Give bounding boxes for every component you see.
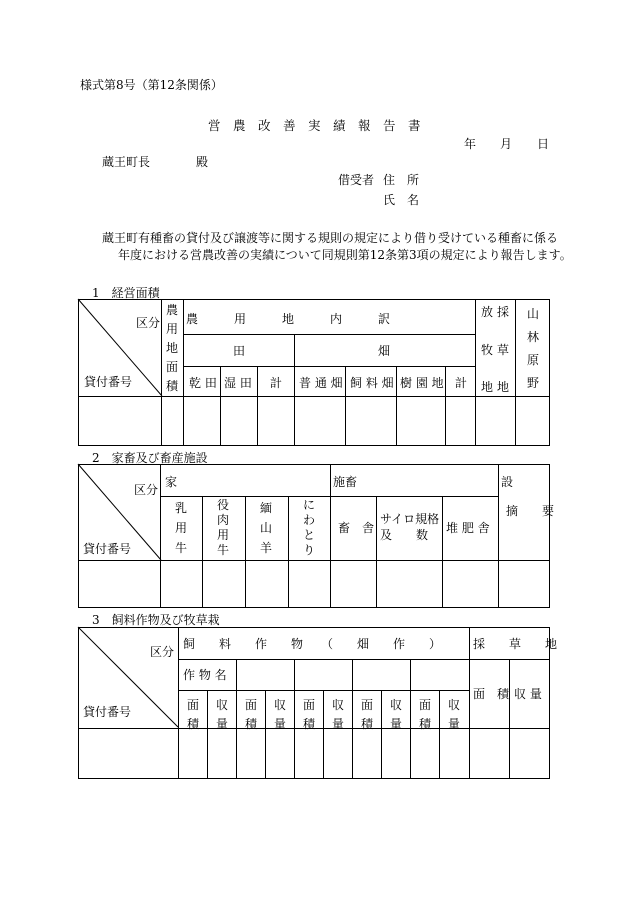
s1-meadow-char-1: 採 (497, 305, 510, 319)
s1-col-field-total: 計 (455, 376, 468, 390)
s1-col-regular-field: 普 通 畑 (299, 376, 343, 390)
borrower-label: 借受者 (338, 173, 375, 187)
name-label: 氏 名 (383, 193, 420, 207)
s2-col-sheep-goats: 緬山羊 (259, 501, 272, 555)
s1-field-label: 畑 (378, 344, 391, 358)
s1-col-orchard: 樹 園 地 (400, 376, 444, 390)
s3-crop-name-label: 作 物 名 (183, 668, 227, 682)
s1-farmland-detail-label: 農 用 地 内 訳 (186, 312, 391, 326)
s3-pasture-label: 採 草 地 (473, 637, 558, 651)
s1-col-paddy-total: 計 (270, 376, 283, 390)
s1-paddy-label: 田 (233, 344, 246, 358)
s1-meadow-char-3: 地 (497, 380, 510, 394)
s3-pasture-area-label: 面 積 (473, 687, 510, 701)
s3-area-3: 面積 (302, 698, 315, 731)
s3-yield-2: 収量 (273, 698, 286, 731)
s1-forest-label: 山林原野 (526, 307, 539, 390)
s1-grazing-char-1: 放 (481, 305, 494, 319)
date-day: 日 (537, 137, 550, 151)
s2-col-chickens: にわとり (302, 498, 315, 557)
s1-corner-loan-number: 貸付番号 (84, 375, 133, 389)
s2-col-beef-cattle: 役肉用牛 (216, 498, 229, 557)
s2-corner-category: 区分 (134, 483, 159, 497)
s1-col-wet-paddy: 湿 田 (224, 376, 252, 390)
s3-yield-5: 収量 (447, 698, 460, 731)
section-3-heading: 3 飼料作物及び牧草栽 (92, 613, 220, 627)
s2-facility-label: 施 設 (333, 475, 514, 489)
address-label: 住 所 (383, 173, 420, 187)
s2-silo-label-1: サイロ規格 (380, 512, 440, 526)
document-title: 営 農 改 善 実 績 報 告 書 (208, 118, 421, 133)
section-1-heading: 1 経営面積 (92, 286, 160, 300)
s2-barn-label: 畜 舎 (338, 521, 375, 535)
s3-area-2: 面積 (244, 698, 257, 731)
s3-area-4: 面積 (360, 698, 373, 731)
addressee-title: 蔵王町長 (102, 155, 151, 169)
s3-yield-4: 収量 (389, 698, 402, 731)
s2-compost-label: 堆 肥 舎 (446, 521, 490, 535)
s3-corner-loan-number: 貸付番号 (83, 705, 132, 719)
s3-area-5: 面積 (418, 698, 431, 731)
s3-corner-category: 区分 (150, 645, 175, 659)
s1-col-dry-paddy: 乾 田 (189, 376, 217, 390)
s1-col-feed-field: 飼 料 畑 (350, 376, 394, 390)
s3-pasture-yield-label: 収 量 (514, 687, 542, 701)
s2-corner-loan-number: 貸付番号 (83, 542, 132, 556)
s3-yield-1: 収量 (215, 698, 228, 731)
s2-remarks-label: 摘 要 (506, 504, 555, 518)
s2-silo-label-2: 及 数 (380, 528, 429, 542)
s1-grazing-char-2: 牧 (481, 343, 494, 357)
s3-feed-crops-label: 飼 料 作 物 （ 畑 作 ） (183, 637, 442, 651)
body-text-line-1: 蔵王町有種畜の貸付及び譲渡等に関する規則の規定により借り受けている種畜に係る (102, 231, 559, 245)
date-year: 年 (464, 137, 477, 151)
s1-grazing-char-3: 地 (481, 380, 494, 394)
addressee-honorific: 殿 (196, 155, 209, 169)
form-number: 様式第8号（第12条関係） (80, 78, 223, 92)
s2-livestock-label: 家 畜 (165, 475, 358, 489)
s2-col-dairy-cattle: 乳用牛 (174, 501, 187, 555)
s3-yield-3: 収量 (331, 698, 344, 731)
s1-meadow-char-2: 草 (497, 343, 510, 357)
date-month: 月 (500, 137, 513, 151)
s3-area-1: 面積 (186, 698, 199, 731)
section-2-heading: 2 家畜及び畜産施設 (92, 451, 208, 465)
body-text-line-2: 年度における営農改善の実績について同規則第12条第3項の規定により報告します。 (118, 248, 572, 262)
s1-farmland-total-label: 農用地面積 (165, 303, 178, 393)
s1-corner-category: 区分 (136, 316, 161, 330)
